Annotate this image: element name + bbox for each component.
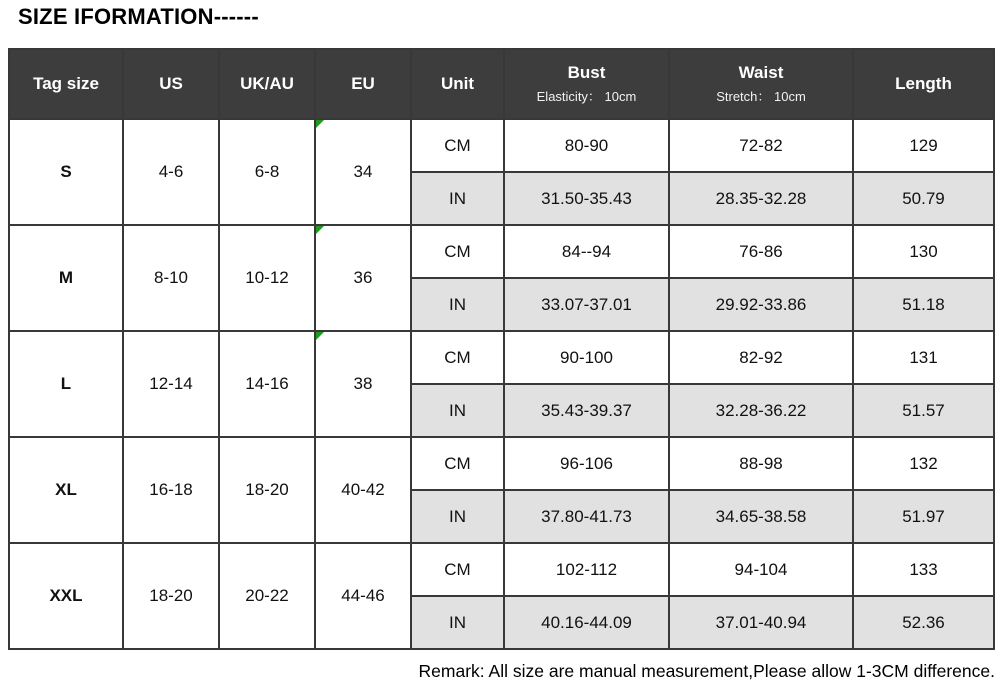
waist-in-cell: 34.65-38.58 <box>669 490 853 543</box>
tag-size-cell: XXL <box>9 543 123 649</box>
bust-in-cell: 40.16-44.09 <box>504 596 669 649</box>
table-row-l-cm <box>9 331 994 384</box>
eu-cell <box>315 543 411 649</box>
unit-cm-cell: CM <box>411 543 504 596</box>
uk-au-cell: 20-22 <box>219 543 315 649</box>
us-cell: 16-18 <box>123 437 219 543</box>
header-waist <box>669 49 853 119</box>
table-row-xl-cm <box>9 437 994 490</box>
tag-size-cell: M <box>9 225 123 331</box>
unit-in-cell: IN <box>411 278 504 331</box>
excel-error-marker-icon <box>316 332 324 340</box>
header-uk-au: UK/AU <box>219 49 315 119</box>
bust-cm-cell: 84--94 <box>504 225 669 278</box>
header-bust-label: Bust <box>567 63 606 82</box>
waist-cm-cell: 76-86 <box>669 225 853 278</box>
length-cm-cell: 132 <box>853 437 994 490</box>
bust-cm-cell: 80-90 <box>504 119 669 172</box>
bust-cm-cell: 96-106 <box>504 437 669 490</box>
excel-error-marker-icon <box>316 226 324 234</box>
tag-size-cell: L <box>9 331 123 437</box>
waist-cm-cell: 72-82 <box>669 119 853 172</box>
eu-value: 38 <box>353 374 373 393</box>
waist-in-cell: 32.28-36.22 <box>669 384 853 437</box>
bust-in-cell: 35.43-39.37 <box>504 384 669 437</box>
waist-cm-cell: 88-98 <box>669 437 853 490</box>
eu-value: 44-46 <box>341 586 385 605</box>
page-title: SIZE IFORMATION------ <box>18 4 259 29</box>
header-bust <box>504 49 669 119</box>
tag-size-cell: S <box>9 119 123 225</box>
waist-cm-cell: 82-92 <box>669 331 853 384</box>
length-cm-cell: 133 <box>853 543 994 596</box>
unit-cm-cell: CM <box>411 119 504 172</box>
eu-cell <box>315 331 411 437</box>
eu-cell <box>315 119 411 225</box>
table-row-s-cm <box>9 119 994 172</box>
length-cm-cell: 129 <box>853 119 994 172</box>
length-cm-cell: 131 <box>853 331 994 384</box>
header-bust-note: Elasticity： 10cm <box>536 89 637 104</box>
excel-error-marker-icon <box>316 120 324 128</box>
eu-cell <box>315 437 411 543</box>
length-in-cell: 51.97 <box>853 490 994 543</box>
length-cm-cell: 130 <box>853 225 994 278</box>
waist-cm-cell: 94-104 <box>669 543 853 596</box>
us-cell: 8-10 <box>123 225 219 331</box>
size-table <box>8 48 995 650</box>
us-cell: 18-20 <box>123 543 219 649</box>
waist-in-cell: 28.35-32.28 <box>669 172 853 225</box>
length-in-cell: 51.18 <box>853 278 994 331</box>
length-in-cell: 51.57 <box>853 384 994 437</box>
length-in-cell: 52.36 <box>853 596 994 649</box>
bust-in-cell: 33.07-37.01 <box>504 278 669 331</box>
uk-au-cell: 14-16 <box>219 331 315 437</box>
table-row-m-cm <box>9 225 994 278</box>
unit-in-cell: IN <box>411 172 504 225</box>
header-length: Length <box>853 49 994 119</box>
unit-in-cell: IN <box>411 384 504 437</box>
unit-in-cell: IN <box>411 490 504 543</box>
header-row <box>9 49 994 119</box>
length-in-cell: 50.79 <box>853 172 994 225</box>
table-row-xxl-cm <box>9 543 994 596</box>
waist-in-cell: 37.01-40.94 <box>669 596 853 649</box>
header-eu: EU <box>315 49 411 119</box>
header-waist-note: Stretch： 10cm <box>716 89 806 104</box>
unit-cm-cell: CM <box>411 437 504 490</box>
eu-value: 36 <box>353 268 373 287</box>
header-waist-label: Waist <box>738 63 784 82</box>
us-cell: 4-6 <box>123 119 219 225</box>
waist-in-cell: 29.92-33.86 <box>669 278 853 331</box>
unit-cm-cell: CM <box>411 225 504 278</box>
uk-au-cell: 10-12 <box>219 225 315 331</box>
uk-au-cell: 6-8 <box>219 119 315 225</box>
eu-cell <box>315 225 411 331</box>
us-cell: 12-14 <box>123 331 219 437</box>
bust-cm-cell: 90-100 <box>504 331 669 384</box>
header-us: US <box>123 49 219 119</box>
header-tag-size: Tag size <box>9 49 123 119</box>
uk-au-cell: 18-20 <box>219 437 315 543</box>
header-unit: Unit <box>411 49 504 119</box>
unit-in-cell: IN <box>411 596 504 649</box>
bust-in-cell: 31.50-35.43 <box>504 172 669 225</box>
eu-value: 34 <box>353 162 373 181</box>
remark-text: Remark: All size are manual measurement,Please allow 1-3CM difference. <box>418 661 995 681</box>
bust-cm-cell: 102-112 <box>504 543 669 596</box>
eu-value: 40-42 <box>341 480 385 499</box>
unit-cm-cell: CM <box>411 331 504 384</box>
tag-size-cell: XL <box>9 437 123 543</box>
bust-in-cell: 37.80-41.73 <box>504 490 669 543</box>
